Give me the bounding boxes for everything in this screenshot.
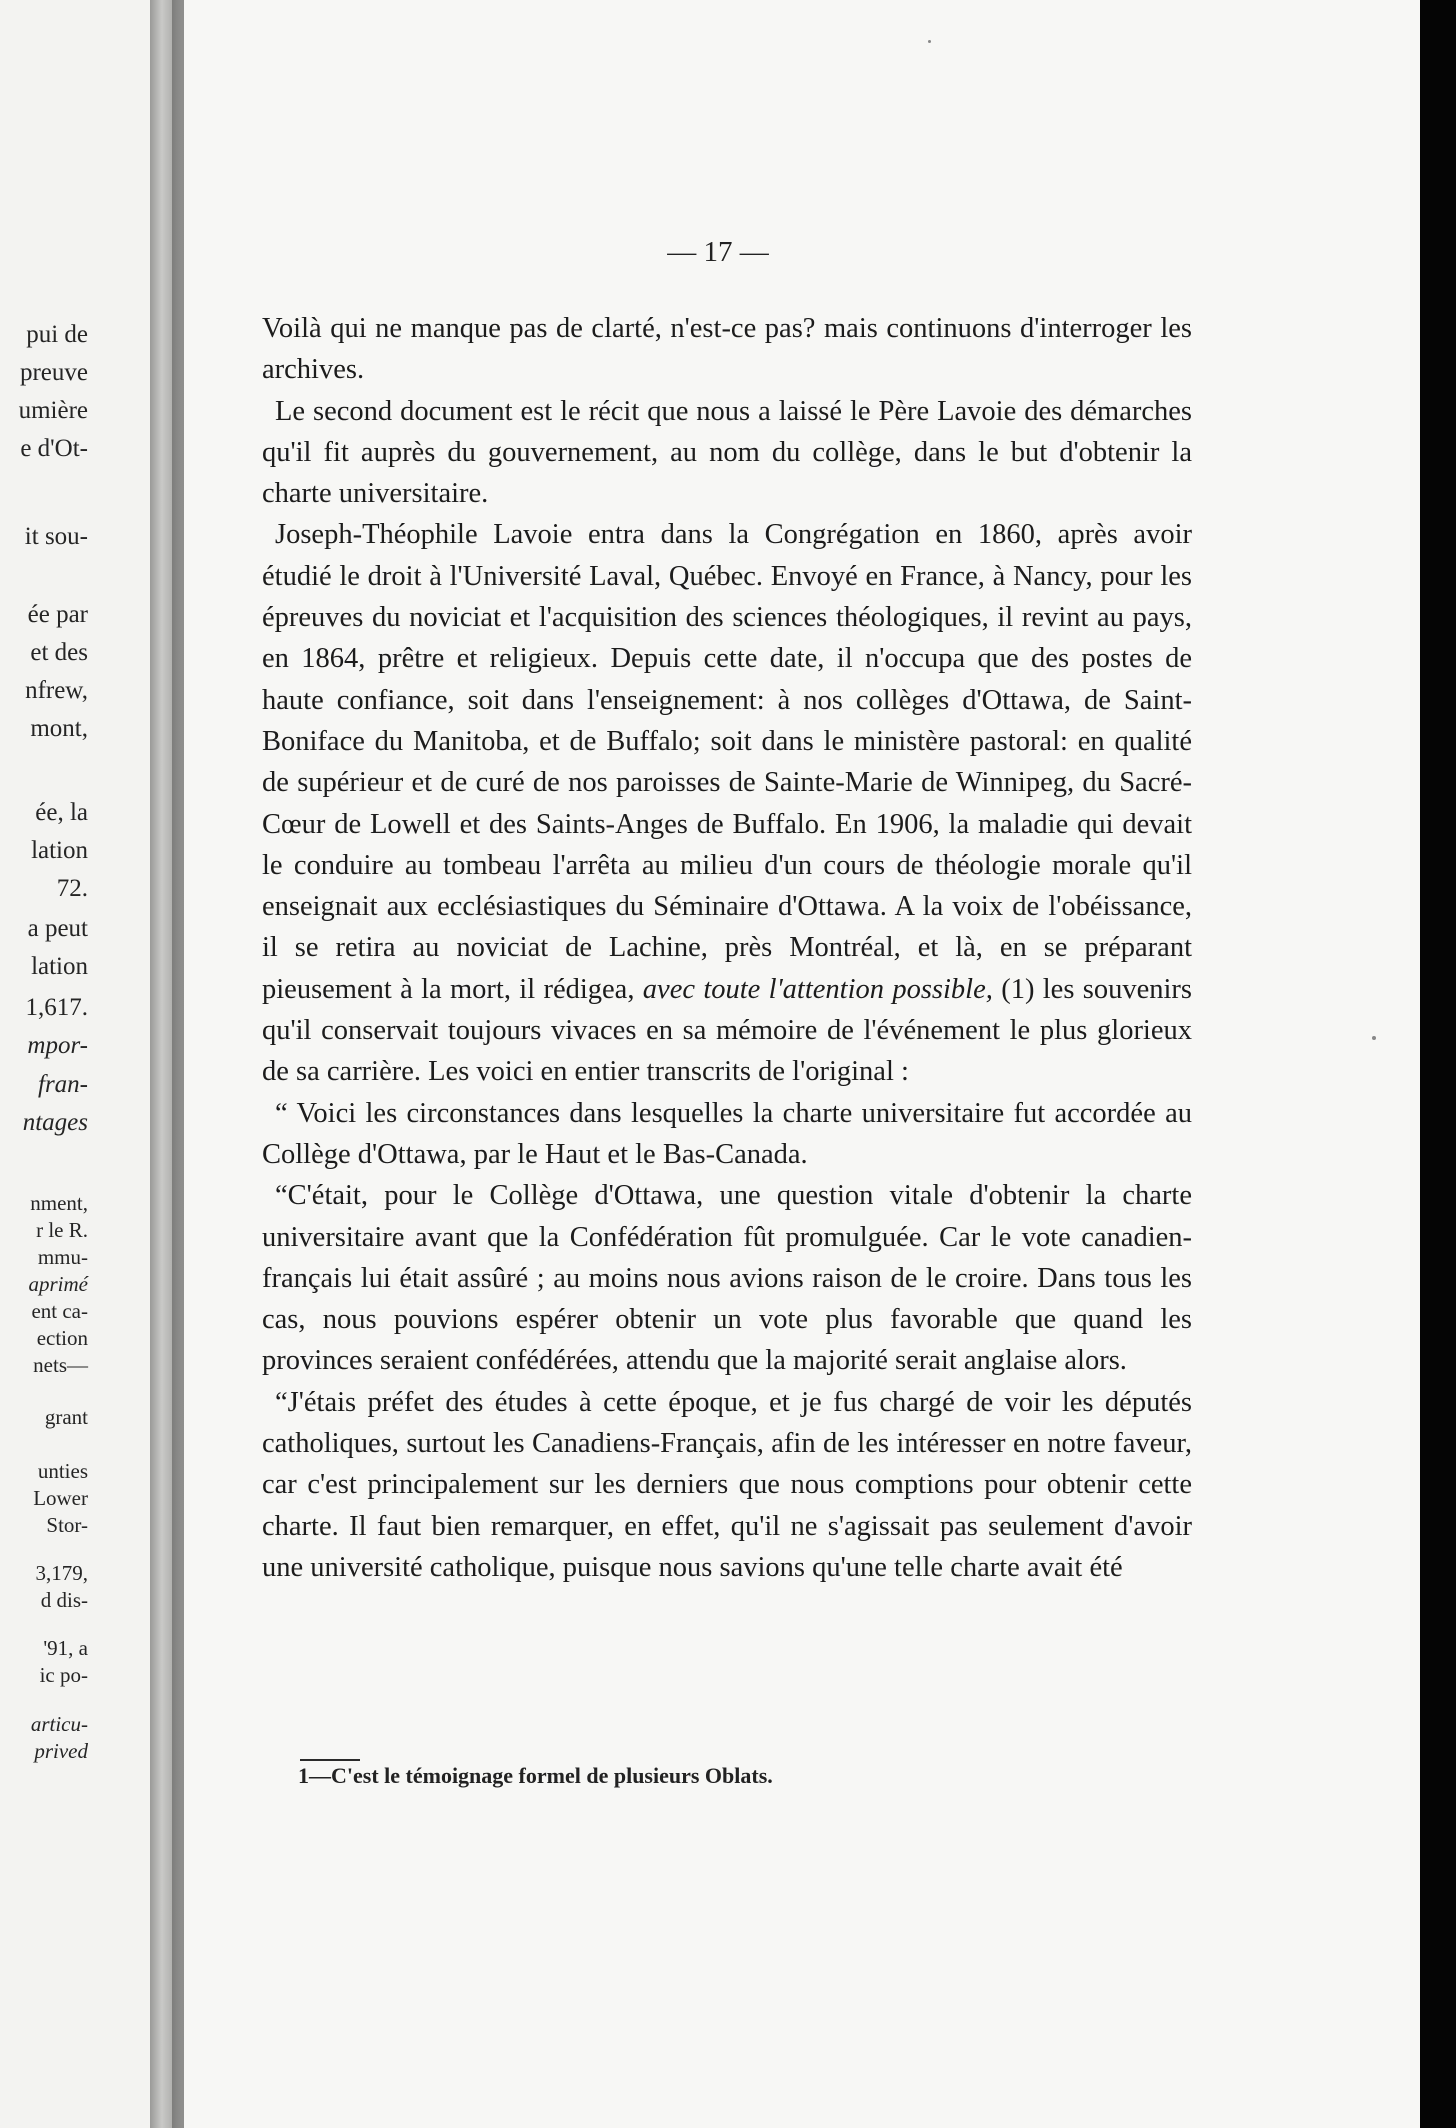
left-line: d dis- [40, 1588, 88, 1612]
paragraph: Voilà qui ne manque pas de clarté, n'est-ce pas? mais continuons d'interroger les archives. [262, 313, 1192, 386]
left-page-fragment [0, 0, 150, 2128]
left-line: Stor- [46, 1513, 88, 1537]
left-line: ntages [22, 1109, 88, 1136]
left-line: lation [31, 837, 88, 864]
left-line: lation [31, 953, 88, 980]
left-line: e d'Ot- [20, 435, 88, 462]
left-line: Lower [33, 1486, 88, 1510]
left-line: unties [37, 1459, 88, 1483]
left-line: ent ca- [31, 1299, 88, 1323]
left-line: articu- [30, 1712, 88, 1736]
body-text [262, 308, 1192, 1588]
left-line: pui de [26, 321, 88, 348]
left-line: nment, [30, 1191, 88, 1215]
scan-speck [1372, 1036, 1376, 1040]
left-line: mpor- [27, 1032, 88, 1059]
left-line: grant [44, 1405, 88, 1429]
left-line: r le R. [36, 1218, 88, 1242]
left-line: et des [30, 639, 88, 666]
left-line: ection [36, 1326, 88, 1350]
left-line: a peut [27, 915, 88, 942]
footnote: 1—C'est le témoignage formel de plusieurs Oblats. [298, 1763, 773, 1788]
left-line: prived [34, 1739, 88, 1763]
paragraph [262, 514, 1192, 1092]
left-line: '91, a [43, 1636, 88, 1660]
left-line: mont, [30, 715, 88, 742]
left-line: aprimé [28, 1272, 88, 1296]
left-line: ée par [27, 601, 88, 628]
paragraph: “ Voici les circonstances dans lesquelles la charte universitaire fut accordée au Collège d'Ottawa, par le Haut et le Bas-Canada. [262, 1097, 1192, 1170]
left-line: 3,179, [35, 1561, 88, 1585]
paragraph-text: Joseph-Théophile Lavoie entra dans la Congrégation en 1860, après avoir étudié le droit à l'Université Laval, Québec. Envoyé en France, à Nancy, pour les épreuves du noviciat et l'acquisition des sciences théologiques, il revint au pays, en 1864, prêtre et religieux. Depuis cette date, il n'occupa que des postes de haute confiance, soit dans l'enseignement: à nos collèges d'Ottawa, de Saint-Boniface du Manitoba, et de Buffalo; soit dans le ministère pastoral: en qualité de supérieur et de curé de nos paroisses de Sainte-Marie de Winnipeg, du Sacré-Cœur de Lowell et des Saints-Anges de Buffalo. En 1906, la maladie qui devait le conduire au tombeau l'arrêta au milieu d'un cours de théologie morale qu'il enseignait aux ecclésiastiques du Séminaire d'Ottawa. A la voix de l'obéissance, il se retira au noviciat de Lachine, près Montréal, et là, en se préparant pieusement à la mort, il rédigea, [262, 519, 1192, 1005]
paragraph: Le second document est le récit que nous a laissé le Père Lavoie des démarches qu'il fit auprès du gouvernement, au nom du collège, dans le but d'obtenir la charte universitaire. [262, 395, 1192, 510]
left-line: nfrew, [25, 677, 88, 704]
italic-phrase: avec toute l'attention possible, [642, 973, 993, 1005]
paragraph: “J'étais préfet des études à cette époque, et je fus chargé de voir les députés catholiques, surtout les Canadiens-Français, afin de les intéresser en notre faveur, car c'est principalement sur les derniers que nous comptions pour obtenir cette charte. Il faut bien remarquer, en effet, qu'il ne s'agissait pas seulement d'avoir une université catholique, puisque nous savions qu'une telle charte avait été [262, 1386, 1192, 1583]
left-line: nets— [33, 1353, 88, 1377]
scan-speck [928, 40, 931, 43]
paragraph: “C'était, pour le Collège d'Ottawa, une question vitale d'obtenir la charte universitaire avant que la Confédération fût promulguée. Car le vote canadien-français lui était assûré ; au moins nous avions raison de le croire. Dans tous les cas, nous pouvions espérer obtenir un vote plus favorable que quand les provinces seraient confédérées, attendu que la majorité serait anglaise alors. [262, 1180, 1192, 1377]
left-line: it sou- [24, 523, 88, 550]
left-line: mmu- [37, 1245, 88, 1269]
left-line: fran- [38, 1071, 88, 1098]
left-line: ée, la [35, 799, 88, 826]
left-line: umière [18, 397, 88, 424]
left-line: 72. [56, 875, 88, 902]
left-line: ic po- [39, 1663, 88, 1687]
left-line: 1,617. [25, 994, 88, 1021]
page-number: — 17 — [667, 236, 769, 268]
scan-dark-edge [1420, 0, 1456, 2128]
gutter-shadow [172, 0, 184, 2128]
paragraph-text: (1) les souvenirs qu'il conservait toujours vivaces en sa mémoire de l'événement le plus glorieux de sa carrière. Les voici en entier transcrits de l'original : [262, 973, 1192, 1088]
left-line: preuve [19, 359, 88, 386]
